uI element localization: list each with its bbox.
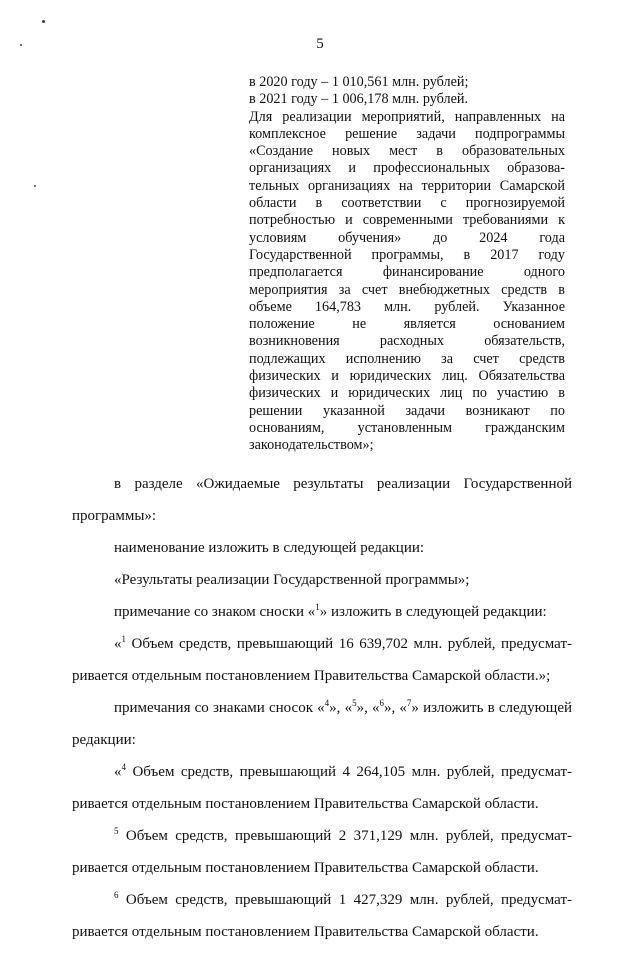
footnote-mark: 7: [406, 698, 412, 708]
footnote-mark: 5: [114, 826, 119, 836]
quoted-amendment-block: [249, 74, 565, 455]
inset-line: положение не является основанием: [249, 316, 565, 333]
inset-line: комплексное решение задачи подпрограммы: [249, 125, 565, 142]
scan-speck: [42, 20, 45, 23]
paragraph-footnote-1-instruction: [72, 602, 572, 634]
text-run: », «: [384, 700, 407, 716]
paragraph-line: ривается отдельным постановлением Правительства Самарской области.»;: [72, 668, 551, 684]
text-run: Объем средств, превышающий 4 264,105 млн. рублей, предусмат-: [126, 764, 572, 780]
text-run: «: [114, 636, 122, 652]
paragraph-footnote-1-text: [72, 634, 572, 698]
footnote-mark: 1: [315, 602, 320, 612]
text-run: » изложить в следующей редакции:: [319, 604, 547, 620]
footnote-mark: 6: [114, 890, 119, 900]
paragraph-line: [72, 698, 572, 718]
paragraph-line: в разделе «Ожидаемые результаты реализации Государственной: [114, 476, 572, 492]
inset-line: в 2020 году – 1 010,561 млн. рублей;: [249, 74, 469, 90]
paragraph-footnote-5-text: [72, 826, 572, 890]
scan-speck: [34, 185, 36, 187]
inset-line: основаниям, установленным гражданским: [249, 419, 565, 436]
text-run: Объем средств, превышающий 2 371,129 млн. рублей, предусмат-: [118, 828, 572, 844]
paragraph-line: [72, 890, 572, 910]
inset-line: тельных организациях на территории Самарской: [249, 177, 565, 194]
paragraph-footnotes-4-7-instruction: [72, 698, 572, 762]
footnote-mark: 5: [352, 698, 357, 708]
inset-line: области в соответствии с прогнозируемой: [249, 195, 565, 212]
footnote-mark: 6: [379, 698, 384, 708]
paragraph-line: программы»:: [72, 508, 157, 524]
footnote-mark: 4: [121, 762, 126, 772]
paragraph-line: редакции:: [72, 732, 136, 748]
text-run: Объем средств, превышающий 16 639,702 млн. рублей, предусмат-: [126, 636, 572, 652]
inset-line: подлежащих исполнению за счет средств: [249, 350, 565, 367]
paragraph-line: ривается отдельным постановлением Правительства Самарской области.: [72, 924, 539, 940]
inset-line: возникновения расходных обязательств,: [249, 333, 565, 350]
paragraph-line: «Результаты реализации Государственной программы»;: [114, 572, 470, 588]
paragraph-line: ривается отдельным постановлением Правительства Самарской области.: [72, 860, 539, 876]
paragraph-line: [72, 826, 572, 846]
text-run: «: [114, 764, 122, 780]
inset-line: физических и юридических лиц. Обязательства: [249, 368, 565, 385]
text-run: примечание со знаком сноски «: [114, 604, 316, 620]
inset-line: объеме 164,783 млн. рублей. Указанное: [249, 298, 565, 315]
text-run: примечания со знаками сносок «: [114, 700, 325, 716]
page-number: 5: [316, 36, 324, 52]
paragraph-new-title: [72, 570, 572, 602]
inset-line: в 2021 году – 1 006,178 млн. рублей.: [249, 91, 469, 108]
paragraph-line: наименование изложить в следующей редакции:: [114, 540, 425, 556]
document-body: [72, 474, 572, 954]
inset-line: Государственной программы, в 2017 году: [249, 246, 565, 263]
paragraph-section-reference: [72, 474, 572, 538]
text-run: », «: [356, 700, 380, 716]
footnote-mark: 1: [121, 634, 126, 644]
inset-line: решении указанной задачи возникают по: [249, 402, 565, 419]
text-run: » изложить в следующей: [411, 700, 573, 716]
inset-line: мероприятия за счет внебюджетных средств в: [249, 281, 565, 298]
paragraph-line: [114, 602, 572, 622]
paragraph-footnote-4-text: [72, 762, 572, 826]
paragraph-line: [72, 634, 572, 654]
paragraph-footnote-6-text: [72, 890, 572, 954]
inset-line: «Создание новых мест в образовательных: [249, 143, 565, 160]
inset-line: Для реализации мероприятий, направленных на: [249, 108, 565, 125]
footnote-mark: 4: [324, 698, 330, 708]
inset-line: физических и юридических лиц по участию в: [249, 385, 565, 402]
inset-line: законодательством»;: [249, 437, 374, 454]
paragraph-title-instruction: [72, 538, 572, 570]
paragraph-line: ривается отдельным постановлением Правительства Самарской области.: [72, 796, 539, 812]
paragraph-line: [72, 762, 572, 782]
text-run: », «: [329, 700, 353, 716]
inset-line: условиям обучения» до 2024 года: [249, 229, 565, 246]
inset-line: потребностью и современными требованиями к: [249, 212, 565, 229]
inset-line: организациях и профессиональных образова-: [249, 160, 565, 177]
inset-line: предполагается финансирование одного: [249, 264, 565, 281]
text-run: Объем средств, превышающий 1 427,329 млн. рублей, предусмат-: [118, 892, 572, 908]
